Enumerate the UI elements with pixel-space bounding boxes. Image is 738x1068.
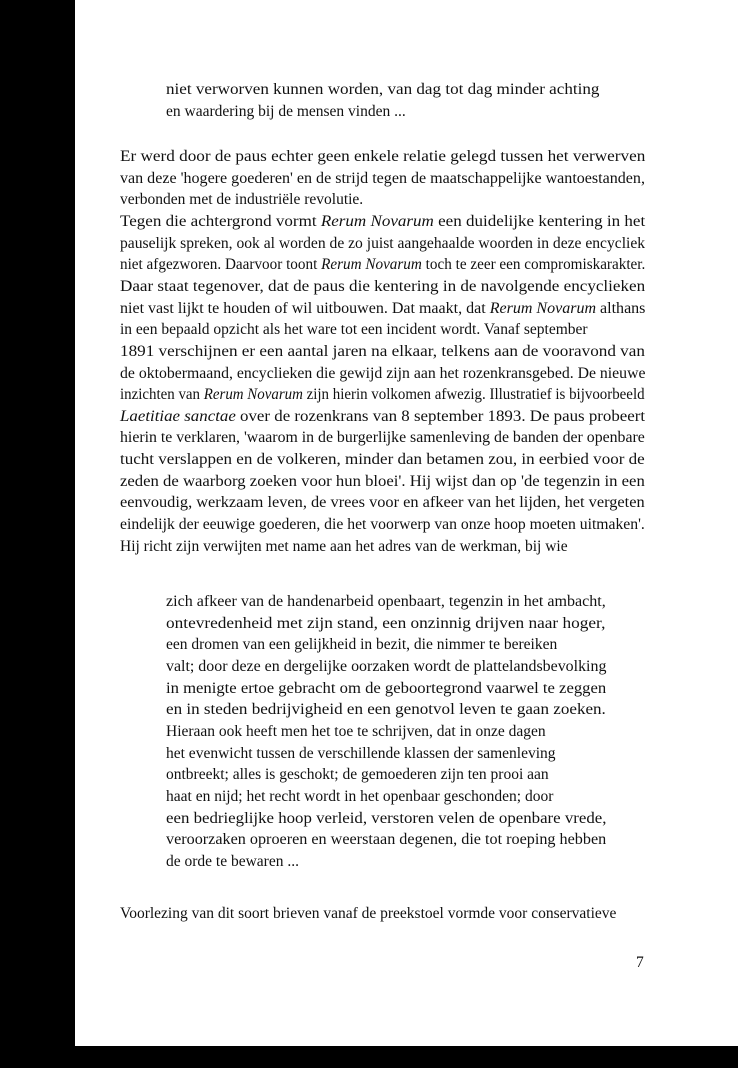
text-line — [120, 364, 645, 384]
text-line — [120, 472, 645, 492]
page-number: 7 — [636, 954, 644, 971]
text-segment: Hieraan ook heeft men het toe te schrijven, dat in onze dagen — [166, 722, 546, 740]
italic-title: Rerum Novarum — [203, 386, 303, 404]
text-segment: het evenwicht tussen de verschillende klassen der samenleving — [166, 744, 556, 762]
text-segment: niet verworven kunnen worden, van dag tot dag minder achting — [166, 81, 600, 98]
text-line — [120, 450, 645, 470]
text-segment: en in steden bedrijvigheid en een genotvol leven te gaan zoeken. — [166, 701, 606, 719]
text-line — [166, 700, 606, 720]
text-segment: een dromen van een gelijkheid in bezit, die nimmer te bereiken — [166, 636, 558, 654]
text-segment: Hij richt zijn verwijten met name aan het adres van de werkman, bij wie — [120, 537, 568, 555]
scan-border-left — [0, 0, 75, 1068]
text-line — [120, 255, 645, 275]
text-line — [120, 320, 588, 340]
text-segment: zijn hierin volkomen afwezig. Illustratief is bijvoorbeeld — [302, 386, 645, 404]
text-segment: veroorzaken oproeren en weerstaan degenen, die tot roeping hebben — [166, 831, 607, 849]
text-segment: eenvoudig, werkzaam leven, de vrees voor en afkeer van het lijden, het vergeten — [120, 494, 645, 512]
text-segment: althans — [596, 299, 646, 317]
text-line — [120, 342, 645, 362]
text-segment: in een bepaald opzicht als het ware tot een incident wordt. Vanaf september — [120, 321, 588, 339]
text-line — [166, 80, 599, 100]
text-segment: valt; door deze en dergelijke oorzaken wordt de plattelandsbevolking — [166, 657, 607, 675]
text-segment: niet afgezworen. Daarvoor toont — [120, 256, 322, 274]
text-line — [166, 722, 546, 742]
text-segment: in menigte ertoe gebracht om de geboortegrond vaarwel te zeggen — [166, 679, 607, 697]
text-line — [166, 852, 299, 872]
text-segment: ontevredenheid met zijn stand, een onzinnig drijven naar hoger, — [166, 614, 606, 632]
text-line — [166, 635, 557, 655]
text-line — [120, 537, 568, 557]
text-line — [166, 657, 606, 677]
text-line — [120, 493, 645, 513]
text-line — [166, 679, 606, 699]
text-line — [120, 147, 645, 167]
text-line — [166, 592, 606, 612]
text-line — [120, 428, 645, 448]
text-segment: en waardering bij de mensen vinden ... — [166, 103, 406, 120]
text-line — [120, 169, 645, 189]
italic-title: Rerum Novarum — [321, 256, 422, 274]
scan-border-bottom — [75, 1046, 738, 1068]
text-line — [120, 190, 363, 210]
text-segment: over de rozenkrans van 8 september 1893. De paus probeert — [235, 407, 646, 425]
text-segment: de orde te bewaren ... — [166, 852, 299, 870]
text-line — [120, 299, 645, 319]
text-line — [120, 277, 645, 297]
text-line — [120, 407, 645, 427]
text-segment: Daar staat tegenover, dat de paus die kentering in de navolgende encyclieken — [120, 277, 646, 295]
text-segment: inzichten van — [120, 386, 204, 404]
text-segment: zich afkeer van de handenarbeid openbaart, tegenzin in het ambacht, — [166, 593, 606, 610]
text-segment: ontbreekt; alles is geschokt; de gemoederen zijn ten prooi aan — [166, 766, 549, 784]
text-segment: zeden de waarborg zoeken voor hun bloei'. Hij wijst dan op 'de tegenzin in een — [120, 472, 645, 490]
text-line — [120, 515, 645, 535]
italic-title: Rerum Novarum — [489, 299, 597, 317]
text-segment: Voorlezing van dit soort brieven vanaf de preekstoel vormde voor conservatieve — [120, 905, 617, 922]
text-line — [166, 809, 606, 829]
text-line — [120, 212, 645, 232]
text-segment: hierin te verklaren, 'waarom in de burgerlijke samenleving de banden der openbare — [120, 429, 645, 447]
text-segment: tucht verslappen en de volkeren, minder dan betamen zou, in eerbied voor de — [120, 451, 645, 469]
text-segment: een duidelijke kentering in het — [433, 212, 646, 230]
text-segment: eindelijk der eeuwige goederen, die het voorwerp van onze hoop moeten uitmaken'. — [120, 516, 645, 534]
text-line — [120, 385, 645, 405]
text-line — [166, 765, 549, 785]
text-segment: een bedrieglijke hoop verleid, verstoren velen de openbare vrede, — [166, 809, 607, 827]
text-line — [166, 102, 406, 122]
text-segment: van deze 'hogere goederen' en de strijd tegen de maatschappelijke wantoestanden, — [120, 169, 645, 187]
text-segment: Tegen die achtergrond vormt — [120, 212, 321, 230]
italic-title: Rerum Novarum — [320, 212, 434, 230]
text-line — [166, 744, 556, 764]
text-segment: pauselijk spreken, ook al worden de zo juist aangehaalde woorden in deze encycliek — [120, 234, 646, 252]
text-line — [120, 234, 645, 254]
text-line — [120, 904, 616, 924]
text-segment: de oktobermaand, encyclieken die gewijd zijn aan het rozenkransgebed. De nieuwe — [120, 364, 646, 382]
italic-title: Laetitiae sanctae — [120, 407, 236, 425]
text-line — [166, 787, 553, 807]
text-segment: niet vast lijkt te houden of wil uitbouwen. Dat maakt, dat — [120, 299, 490, 317]
text-segment: 1891 verschijnen er een aantal jaren na elkaar, telkens aan de vooravond van — [120, 342, 645, 360]
text-segment: haat en nijd; het recht wordt in het openbaar geschonden; door — [166, 787, 554, 805]
text-segment: Er werd door de paus echter geen enkele relatie gelegd tussen het verwerven — [120, 148, 646, 165]
text-line — [166, 614, 605, 634]
text-segment: verbonden met de industriële revolutie. — [120, 191, 364, 209]
text-segment: toch te zeer een compromiskarakter. — [421, 256, 646, 274]
text-line — [166, 830, 606, 850]
